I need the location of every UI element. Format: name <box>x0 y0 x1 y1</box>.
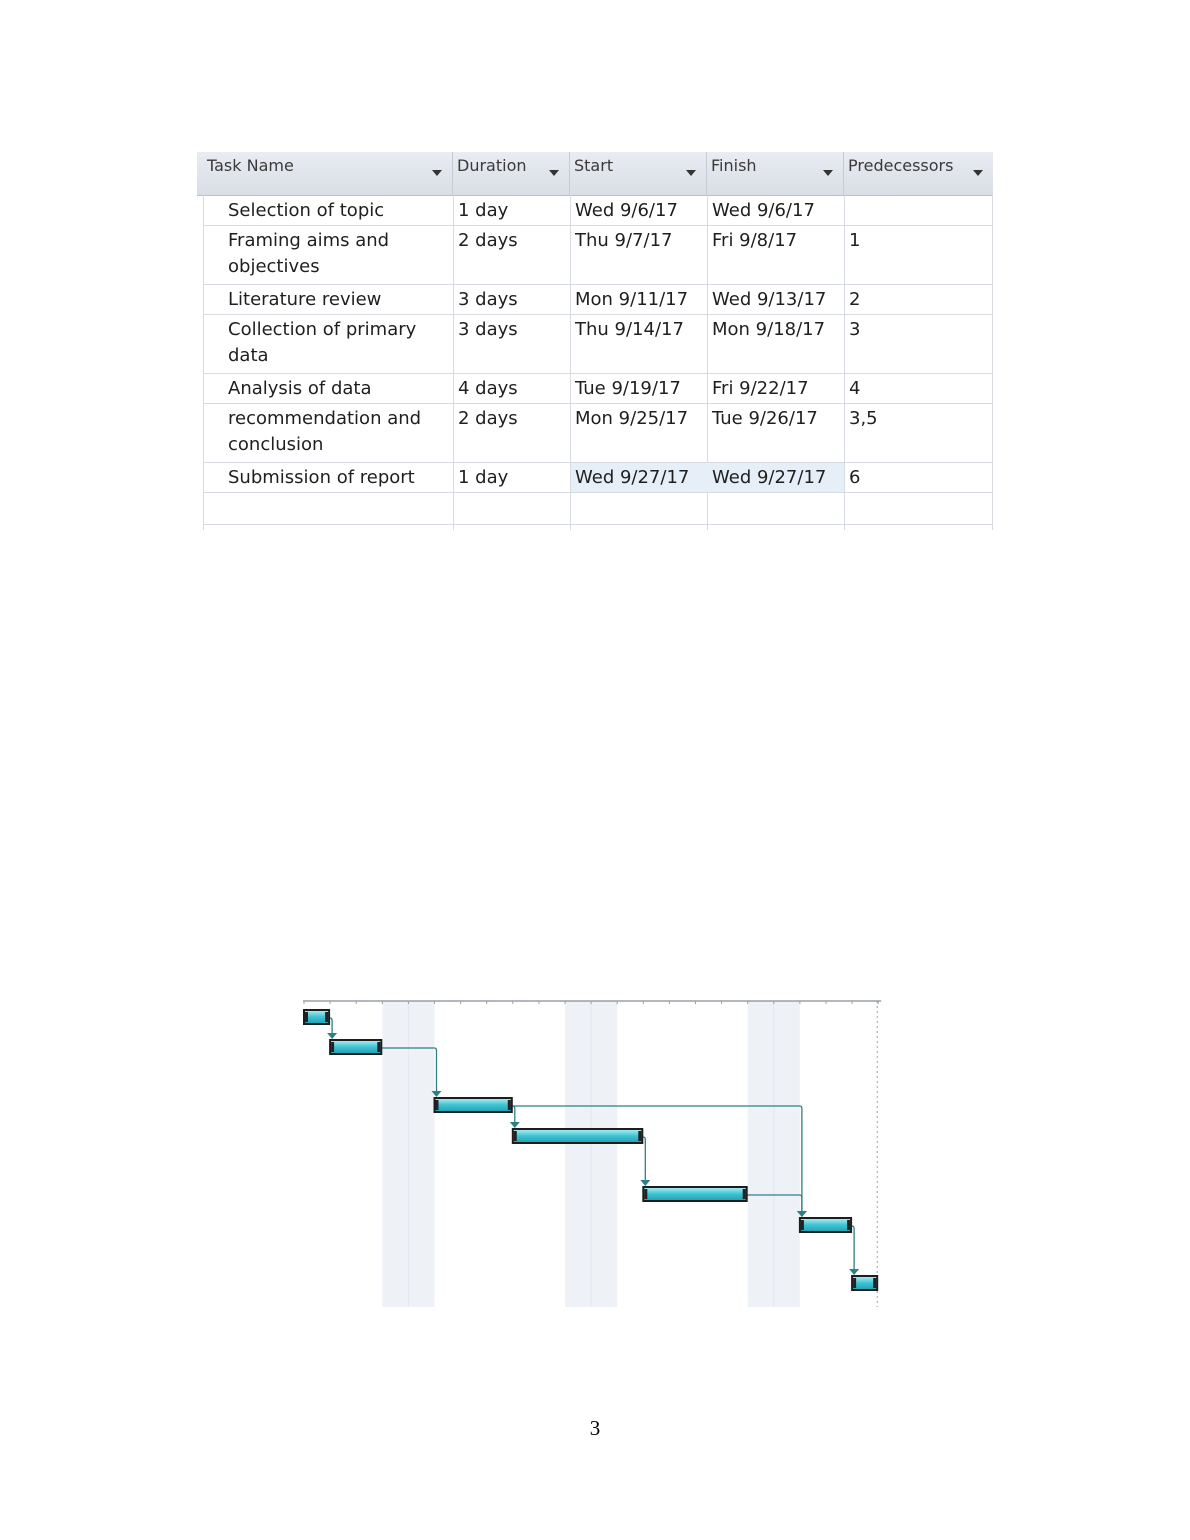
task-name-cell[interactable] <box>228 406 421 458</box>
dependency-arrowhead <box>327 1033 337 1039</box>
dropdown-arrow-icon[interactable] <box>973 170 983 176</box>
task-name-line: Collection of primary <box>228 319 417 340</box>
page-number: 3 <box>589 1416 601 1440</box>
duration-cell[interactable]: 3 days <box>458 319 518 340</box>
start-cell[interactable]: Thu 9/14/17 <box>575 319 684 340</box>
task-bar-end-cap <box>743 1189 746 1199</box>
task-bar-start-cap <box>644 1189 647 1199</box>
col-duration[interactable] <box>453 152 570 195</box>
task-name-line: Literature review <box>228 289 382 310</box>
finish-cell[interactable]: Wed 9/13/17 <box>712 289 827 310</box>
finish-cell[interactable]: Wed 9/27/17 <box>712 467 827 488</box>
row-divider <box>203 314 993 315</box>
dropdown-arrow-icon[interactable] <box>823 170 833 176</box>
col-label: Task Name <box>207 156 294 175</box>
column-divider <box>992 195 993 530</box>
task-bar <box>513 1129 643 1143</box>
col-task-name[interactable] <box>203 152 453 195</box>
duration-cell[interactable]: 1 day <box>458 200 509 221</box>
task-bar <box>643 1187 746 1201</box>
task-bar-start-cap <box>853 1278 856 1288</box>
task-name-line: objectives <box>228 256 320 277</box>
task-name-line: Selection of topic <box>228 200 385 221</box>
predecessors-cell[interactable]: 3,5 <box>849 408 878 429</box>
col-start[interactable] <box>570 152 707 195</box>
start-cell[interactable]: Tue 9/19/17 <box>575 378 681 399</box>
start-cell[interactable]: Wed 9/27/17 <box>575 467 690 488</box>
finish-cell[interactable]: Mon 9/18/17 <box>712 319 826 340</box>
task-name-line: Submission of report <box>228 467 415 488</box>
table-header <box>197 152 993 196</box>
task-bar-start-cap <box>801 1220 804 1230</box>
start-cell[interactable]: Mon 9/25/17 <box>575 408 689 429</box>
dependency-arrowhead <box>510 1122 520 1128</box>
task-bar-end-cap <box>847 1220 850 1230</box>
task-bar-end-cap <box>873 1278 876 1288</box>
col-label: Start <box>574 156 614 175</box>
col-predecessors[interactable] <box>844 152 993 195</box>
task-name-line: recommendation and <box>228 408 422 429</box>
task-name-line: data <box>228 345 269 366</box>
predecessors-cell[interactable]: 1 <box>849 230 861 251</box>
predecessors-cell[interactable]: 2 <box>849 289 861 310</box>
finish-cell[interactable]: Tue 9/26/17 <box>712 408 818 429</box>
row-divider <box>203 373 993 374</box>
task-bar-end-cap <box>508 1100 511 1110</box>
col-label: Duration <box>457 156 527 175</box>
task-name-cell[interactable] <box>228 198 384 224</box>
task-bar-start-cap <box>436 1100 439 1110</box>
task-bar <box>435 1098 512 1112</box>
task-bar-start-cap <box>305 1012 308 1022</box>
task-name-cell[interactable] <box>228 317 416 369</box>
finish-cell[interactable]: Wed 9/6/17 <box>712 200 815 221</box>
task-name-cell[interactable] <box>228 228 389 280</box>
task-bar-start-cap <box>514 1131 517 1141</box>
finish-cell[interactable]: Fri 9/22/17 <box>712 378 809 399</box>
start-cell[interactable]: Mon 9/11/17 <box>575 289 689 310</box>
dependency-arrowhead <box>640 1180 650 1186</box>
task-name-line: Framing aims and <box>228 230 390 251</box>
duration-cell[interactable]: 2 days <box>458 230 518 251</box>
row-divider <box>203 403 993 404</box>
duration-cell[interactable]: 1 day <box>458 467 509 488</box>
task-bar <box>330 1040 381 1054</box>
task-name-cell[interactable] <box>228 465 415 491</box>
col-label: Finish <box>711 156 757 175</box>
dropdown-arrow-icon[interactable] <box>549 170 559 176</box>
duration-cell[interactable]: 3 days <box>458 289 518 310</box>
finish-cell[interactable]: Fri 9/8/17 <box>712 230 798 251</box>
predecessors-cell[interactable]: 6 <box>849 467 861 488</box>
start-cell[interactable]: Wed 9/6/17 <box>575 200 678 221</box>
task-name-cell[interactable] <box>228 287 381 313</box>
row-divider <box>203 225 993 226</box>
task-bar-end-cap <box>638 1131 641 1141</box>
dropdown-arrow-icon[interactable] <box>432 170 442 176</box>
gantt-chart <box>300 995 890 1310</box>
row-divider <box>203 492 993 493</box>
dropdown-arrow-icon[interactable] <box>686 170 696 176</box>
row-divider <box>203 524 993 525</box>
task-bar-end-cap <box>377 1042 380 1052</box>
column-divider <box>453 195 454 530</box>
row-divider <box>203 284 993 285</box>
task-bar-start-cap <box>331 1042 334 1052</box>
col-label: Predecessors <box>848 156 954 175</box>
task-name-cell[interactable] <box>228 376 372 402</box>
column-divider <box>844 195 845 530</box>
task-bar-end-cap <box>325 1012 328 1022</box>
task-name-line: Analysis of data <box>228 378 372 399</box>
duration-cell[interactable]: 4 days <box>458 378 518 399</box>
task-table <box>197 152 993 530</box>
predecessors-cell[interactable]: 4 <box>849 378 861 399</box>
task-name-line: conclusion <box>228 434 324 455</box>
column-divider <box>203 195 204 530</box>
dependency-arrowhead <box>849 1269 859 1275</box>
duration-cell[interactable]: 2 days <box>458 408 518 429</box>
start-cell[interactable]: Thu 9/7/17 <box>575 230 673 251</box>
task-bar <box>800 1218 851 1232</box>
col-finish[interactable] <box>707 152 844 195</box>
predecessors-cell[interactable]: 3 <box>849 319 861 340</box>
